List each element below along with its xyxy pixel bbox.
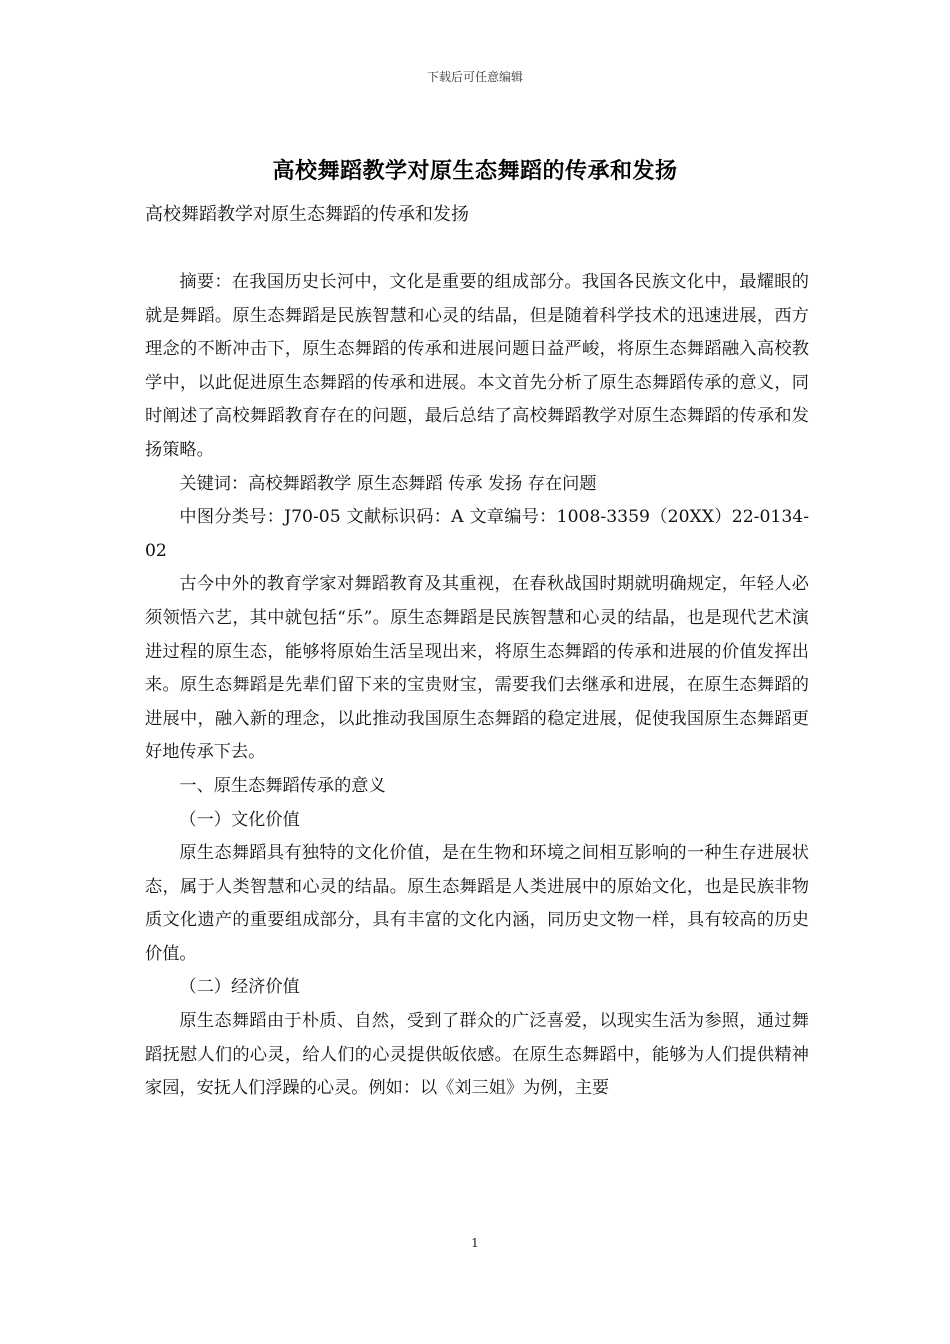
subsection-heading-economy: （二）经济价值 — [179, 977, 300, 998]
document-body — [145, 266, 809, 1106]
abstract-paragraph: 摘要：在我国历史长河中，文化是重要的组成部分。我国各民族文化中，最耀眼的就是舞蹈。原生态舞蹈是民族智慧和心灵的结晶，但是随着科学技术的迅速进展，西方理念的不断冲击下，原生态舞蹈的传承和进展问题日益严峻，将原生态舞蹈融入高校教学中，以此促进原生态舞蹈的传承和进展。本文首先分析了原生态舞蹈传承的意义，同时阐述了高校舞蹈教育存在的问题，最后总结了高校舞蹈教学对原生态舞蹈的传承和发扬策略。 — [145, 272, 809, 460]
keywords-line: 关键词：高校舞蹈教学 原生态舞蹈 传承 发扬 存在问题 — [179, 473, 597, 494]
intro-paragraph: 古今中外的教育学家对舞蹈教育及其重视，在春秋战国时期就明确规定，年轻人必须领悟六艺，其中就包括“乐”。原生态舞蹈是民族智慧和心灵的结晶，也是现代艺术演进过程的原生态，能够将原始生活呈现出来，将原生态舞蹈的传承和进展的价值发挥出来。原生态舞蹈是先辈们留下来的宝贵财宝，需要我们去继承和进展，在原生态舞蹈的进展中，融入新的理念，以此推动我国原生态舞蹈的稳定进展，促使我国原生态舞蹈更好地传承下去。 — [145, 574, 809, 763]
section-heading: 一、原生态舞蹈传承的意义 — [179, 775, 386, 796]
document-subtitle: 高校舞蹈教学对原生态舞蹈的传承和发扬 — [145, 204, 469, 225]
culture-paragraph: 原生态舞蹈具有独特的文化价值，是在生物和环境之间相互影响的一种生存进展状态，属于人类智慧和心灵的结晶。原生态舞蹈是人类进展中的原始文化，也是民族非物质文化遗产的重要组成部分，具有丰富的文化内涵，同历史文物一样，具有较高的历史价值。 — [145, 843, 809, 964]
page-header-note: 下载后可任意编辑 — [426, 70, 523, 84]
subsection-heading-culture: （一）文化价值 — [179, 809, 300, 830]
economy-paragraph: 原生态舞蹈由于朴质、自然，受到了群众的广泛喜爱，以现实生活为参照，通过舞蹈抚慰人们的心灵，给人们的心灵提供皈依感。在原生态舞蹈中，能够为人们提供精神家园，安抚人们浮躁的心灵。例如：以《刘三姐》为例，主要 — [145, 1011, 809, 1099]
classification-line: 中图分类号：J70-05 文献标识码：A 文章编号：1008-3359（20XX）22-0134-02 — [145, 507, 809, 561]
document-title: 高校舞蹈教学对原生态舞蹈的传承和发扬 — [272, 158, 678, 184]
page-number: 1 — [471, 1236, 479, 1250]
